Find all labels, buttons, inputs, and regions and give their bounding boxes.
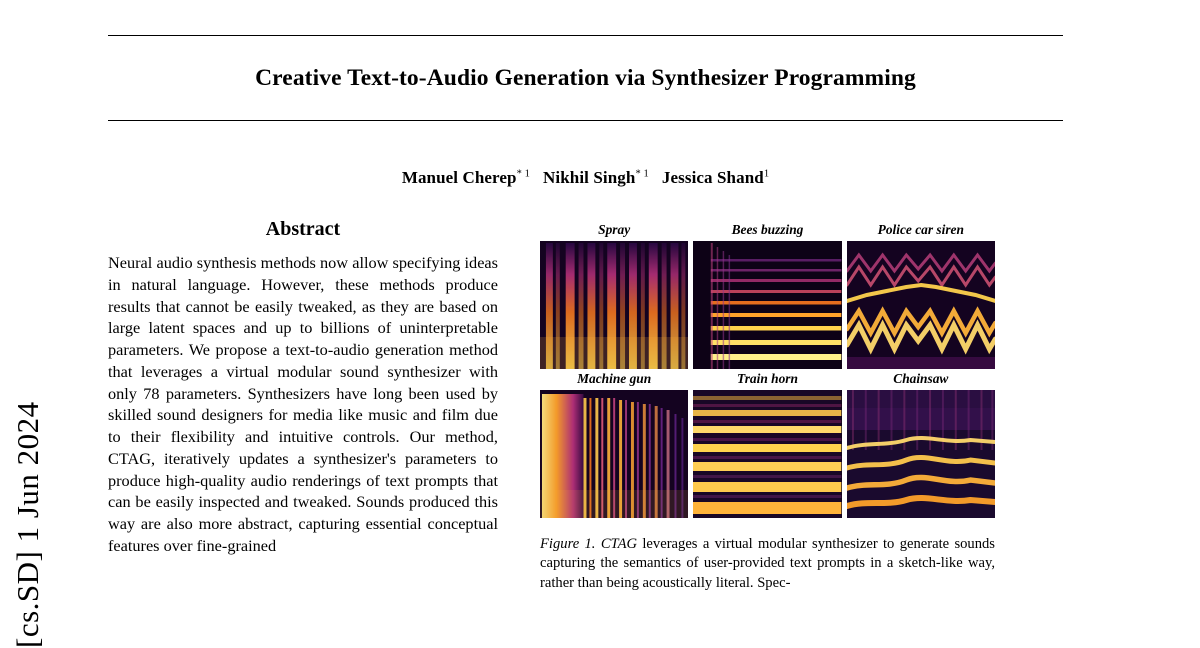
panel-label: Spray <box>598 222 631 237</box>
figure-panel <box>847 222 995 369</box>
author-name: Manuel Cherep <box>401 168 517 187</box>
figure-caption-text: leverages a virtual modular synthesizer to generate sounds capturing the semantics of user-provided text prompts in a sketch-like way, rather than being acoustically literal. Spec- <box>540 536 995 591</box>
panel-label: Machine gun <box>577 371 652 386</box>
figure-1 <box>540 222 995 593</box>
panel-label: Police car siren <box>877 222 964 237</box>
author-entry <box>543 168 649 187</box>
author-name: Jessica Shand <box>661 168 764 187</box>
author-list <box>108 168 1063 188</box>
arxiv-identifier-stamp: [cs.SD] 1 Jun 2024 <box>10 401 45 648</box>
figure-caption-emphasis: CTAG <box>600 536 638 552</box>
spectrogram-police-car-siren <box>847 241 995 369</box>
author-entry <box>402 168 530 187</box>
title-rule-bottom <box>108 120 1063 121</box>
spectrogram-chainsaw <box>847 390 995 518</box>
page-title: Creative Text-to-Audio Generation via Synthesizer Programming <box>255 65 916 91</box>
author-marks: * 1 <box>635 168 649 180</box>
spectrogram-machine-gun <box>540 390 688 518</box>
panel-label: Chainsaw <box>893 371 949 386</box>
author-marks: * 1 <box>516 168 531 180</box>
figure-panel <box>540 222 688 369</box>
author-entry <box>662 168 769 187</box>
figure-panel <box>847 371 995 518</box>
abstract-heading: Abstract <box>265 218 341 240</box>
spectrogram-grid <box>540 222 995 518</box>
abstract-text: Neural audio synthesis methods now allow specifying ideas in natural language. However, these methods produce results that cannot be easily tweaked, as they are based on large latent spaces and up to billions of uninterpretable parameters. We propose a text-to-audio generation method that leverages a virtual modular sound synthesizer with only 78 parameters. Synthesizers have long been used by skilled sound designers for media like music and film due to their flexibility and intuitive controls. Our method, CTAG, iteratively updates a synthesizer's parameters to produce high-quality audio renderings of text prompts that can be easily inspected and tweaked. Sounds produced this way are also more abstract, capturing essential conceptual features over fine-grained <box>108 253 498 555</box>
figure-panel <box>540 371 688 518</box>
paper-page <box>108 0 1063 648</box>
spectrogram-train-horn <box>693 390 841 518</box>
figure-panel <box>693 222 841 369</box>
author-marks: 1 <box>763 168 770 180</box>
figure-column <box>540 218 995 593</box>
figure-caption <box>540 535 995 593</box>
spectrogram-bees-buzzing <box>693 241 841 369</box>
panel-label: Train horn <box>737 371 798 386</box>
spectrogram-spray <box>540 241 688 369</box>
two-column-body <box>108 218 1063 593</box>
panel-label: Bees buzzing <box>731 222 804 237</box>
figure-caption-label: Figure 1. <box>540 536 596 552</box>
author-name: Nikhil Singh <box>543 168 636 187</box>
abstract-column <box>108 218 498 593</box>
figure-panel <box>693 371 841 518</box>
title-rule-top <box>108 35 1063 36</box>
